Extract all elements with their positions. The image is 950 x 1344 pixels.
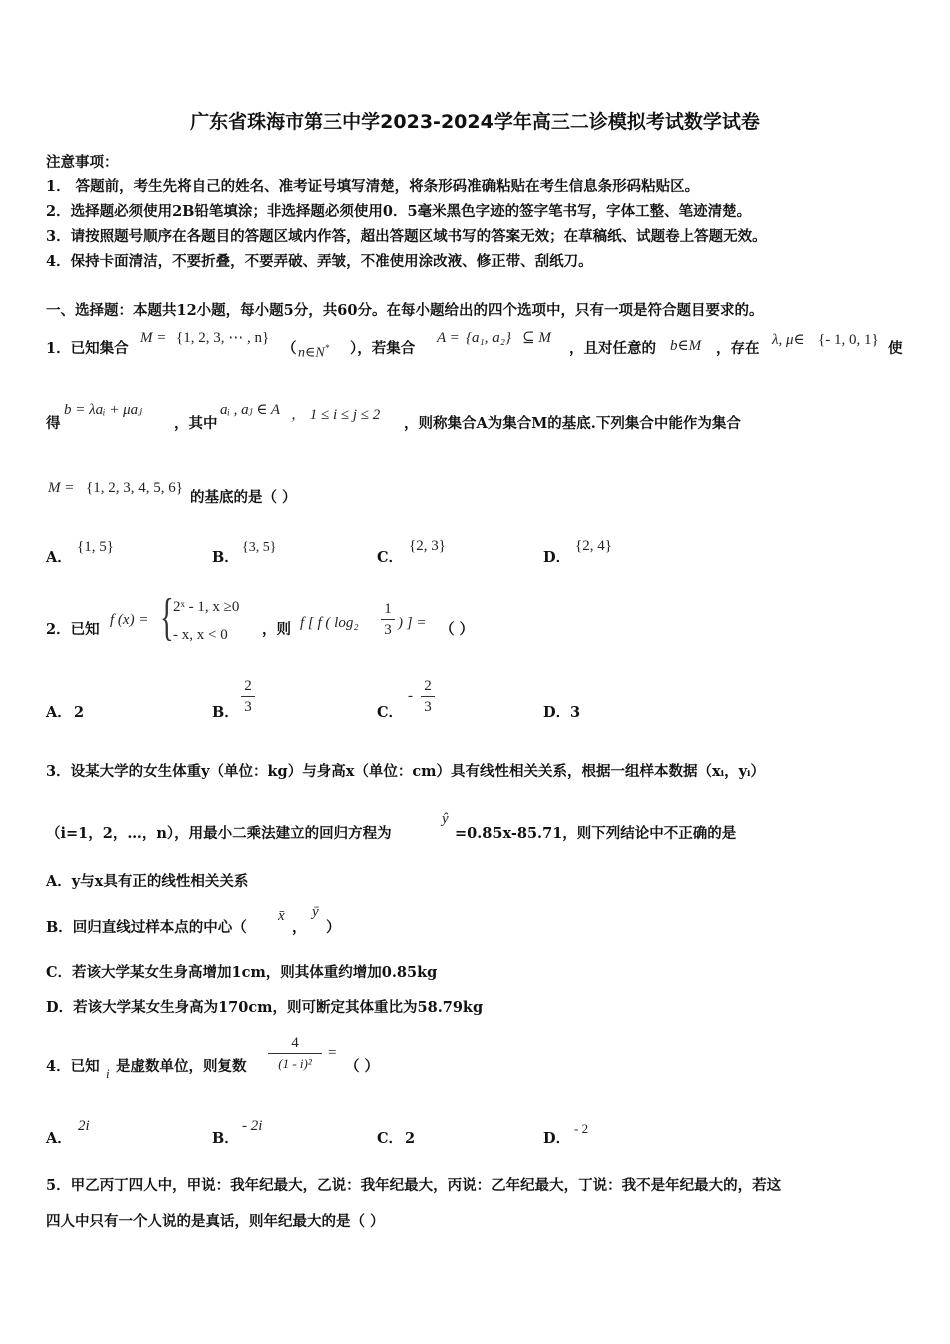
q1-condition [298,339,329,363]
q4-option-b-label[interactable]: B． [212,1130,239,1147]
q2-option-c-den: 3 [424,699,432,715]
q1-option-a-label[interactable]: A． [46,549,72,566]
q3-option-b-comma: ， [292,919,307,936]
q1-paren-open: （ [282,340,297,357]
q1-set-m2: {1, 2, 3, 4, 5, 6} [86,480,183,496]
q2-fraction-num: 1 [384,601,392,617]
q1-index-range: ， 1 ≤ i ≤ j ≤ 2 [291,407,381,423]
q1-line1-b: ），若集合 [350,340,416,357]
q2-composite: f [ f ( log₂ [300,615,359,631]
q1-ai-aj: aᵢ , aⱼ ∈ A [220,402,281,418]
q4-option-c-value: 2 [405,1130,416,1147]
q3-line1: 3．设某大学的女生体重y（单位：kg）与身高x（单位：cm）具有线性相关关系，根据一组样本数据（xᵢ，yᵢ） [46,763,766,780]
q1-lambda-mu: λ, μ∈ [772,332,805,348]
q1-expression: b = λaᵢ + μaⱼ [64,402,143,418]
q2-option-b-num: 2 [244,678,252,694]
q4-option-d-label[interactable]: D． [543,1130,571,1147]
q2-option-a-value: 2 [74,704,85,721]
q4-i: i [106,1066,110,1081]
q2-option-d-label[interactable]: D． [543,704,571,721]
q2-option-b-den: 3 [244,699,252,715]
q1-set-a-elements: a₁, a₂ [472,330,505,346]
q1-option-d-value: {2, 4} [575,538,612,554]
q3-option-b-b: ） [326,919,341,936]
q3-line2-b: =0.85x-85.71，则下列结论中不正确的是 [455,825,737,842]
q2-close: ) ] = [398,615,427,631]
q1-option-c-label[interactable]: C． [377,549,404,566]
q1-option-b-label[interactable]: B． [212,549,239,566]
q1-option-b-value: {3, 5} [242,540,277,555]
exam-title: 广东省珠海市第三中学2023-2024学年高三二诊模拟考试数学试卷 [190,111,760,133]
q2-option-c-bar [421,696,435,697]
q1-star: * [324,343,330,353]
q1-set-m: {1, 2, 3, ⋯ , n} [176,330,270,346]
q5-line1: 5．甲乙丙丁四人中，甲说：我年纪最大，乙说：我年纪最大，丙说：乙年纪最大，丁说：我不是年纪最大的，若这 [46,1177,782,1194]
q2-option-b-label[interactable]: B． [212,704,239,721]
q2-case-1: 2ˣ - 1, x ≥0 [173,599,240,615]
q1-set-a-symbol: A = [437,330,460,346]
q2-fraction [381,600,395,639]
q1-option-d-set: 2, 4 [582,538,605,554]
q1-line2-a: 得 [46,415,61,432]
notice-item-1: 1． 答题前，考生先将自己的姓名、准考证号填写清楚，将条形码准确粘贴在考生信息条形码粘贴区。 [46,178,700,195]
q1-option-a-value: {1, 5} [77,539,114,555]
q1-set-m2-elements: 1, 2, 3, 4, 5, 6 [93,480,176,496]
q2-option-d-value: 3 [570,704,581,721]
q1-set-m-elements: 1, 2, 3, ⋯ , n [183,330,262,346]
q4-lead: 4．已知 [46,1058,100,1075]
q1-option-b-set: 3, 5 [248,540,270,555]
q1-line1-e: 使 [888,340,903,357]
q2-option-c-sign: - [408,688,413,704]
q3-option-a[interactable]: A．y与x具有正的线性相关关系 [46,873,249,890]
notice-item-2: 2．选择题必须使用2B铅笔填涂；非选择题必须使用0．5毫米黑色字迹的签字笔书写，字体工整、笔迹清楚。 [46,203,752,220]
q2-lead: 2．已知 [46,621,100,638]
q1-line2-b: ，其中 [174,415,218,432]
q4-option-a-label[interactable]: A． [46,1130,72,1147]
q1-line1-d: ，存在 [716,340,760,357]
q4-fraction-den: (1 - i)² [278,1056,312,1071]
q3-option-b-a[interactable]: B．回归直线过样本点的中心（ [46,919,247,936]
q4-tail: （ ） [345,1058,380,1075]
q2-then: ，则 [262,621,291,638]
q4-option-b-value: - 2i [242,1118,263,1134]
q2-option-a-label[interactable]: A． [46,704,72,721]
q3-line2-a: （i=1，2，…，n），用最小二乘法建立的回归方程为 [46,825,392,842]
q4-mid: 是虚数单位，则复数 [116,1058,247,1075]
q4-fraction-num: 4 [291,1035,299,1051]
q1-line1-c: ，且对任意的 [569,340,656,357]
q3-yhat: ŷ [442,811,449,827]
q4-option-d-value: - 2 [574,1121,589,1136]
q3-option-d[interactable]: D．若该大学某女生身高为170cm，则可断定其体重比为58.79kg [46,999,484,1016]
q1-line3: 的基底的是（ ） [190,489,297,506]
q1-option-a-set: 1, 5 [84,539,107,555]
q1-condition-text: n∈N [298,345,325,361]
q1-line2-c: ，则称集合A为集合M的基底.下列集合中能作为集合 [404,415,741,432]
q4-equals: = [328,1045,337,1061]
q1-set-a: {a₁, a₂} [466,330,511,346]
q1-option-d-label[interactable]: D． [543,549,571,566]
q1-line1-a: 1．已知集合 [46,340,129,357]
q1-set-coeff-elements: - 1, 0, 1 [825,332,872,348]
q3-option-b-ybar: ȳ [312,904,319,920]
q1-subset: ⊆ M [522,330,551,346]
q3-option-b-xbar: x̄ [278,908,285,924]
q2-option-c-num: 2 [424,678,432,694]
q2-fx: f (x) = [110,612,149,628]
q2-tail: （ ） [440,621,475,638]
q4-option-c-label[interactable]: C． [377,1130,404,1147]
q1-set-m2-symbol: M = [48,480,75,496]
notice-item-4: 4．保持卡面清洁，不要折叠，不要弄破、弄皱，不准使用涂改液、修正带、刮纸刀。 [46,253,593,270]
section-heading: 一、选择题：本题共12小题，每小题5分，共60分。在每小题给出的四个选项中，只有一项是符合题目要求的。 [46,302,764,319]
q2-case-2: - x, x < 0 [173,627,228,643]
q4-option-a-value: 2i [78,1118,90,1134]
notice-heading: 注意事项： [46,154,119,171]
q1-set-coeff: {- 1, 0, 1} [818,332,879,348]
q2-option-c-label[interactable]: C． [377,704,404,721]
q2-piecewise-brace: { [160,589,174,646]
q1-b-in-m: b∈M [670,338,702,354]
q1-option-c-value: {2, 3} [409,538,446,554]
notice-item-3: 3．请按照题号顺序在各题目的答题区域内作答，超出答题区域书写的答案无效；在草稿纸、试题卷上答题无效。 [46,228,767,245]
q4-fraction [268,1034,322,1073]
q2-fraction-den: 3 [384,622,392,638]
q1-option-c-set: 2, 3 [416,538,439,554]
q2-option-b-bar [241,696,255,697]
q2-fraction-bar [381,619,395,620]
q3-option-c[interactable]: C．若该大学某女生身高增加1cm，则其体重约增加0.85kg [46,964,438,981]
q2-option-b-fraction [241,677,255,716]
q1-set-m-symbol: M = [140,330,167,346]
q5-line2: 四人中只有一个人说的是真话，则年纪最大的是（ ） [46,1213,385,1230]
q2-option-c-fraction [421,677,435,716]
q4-fraction-bar [268,1053,322,1054]
